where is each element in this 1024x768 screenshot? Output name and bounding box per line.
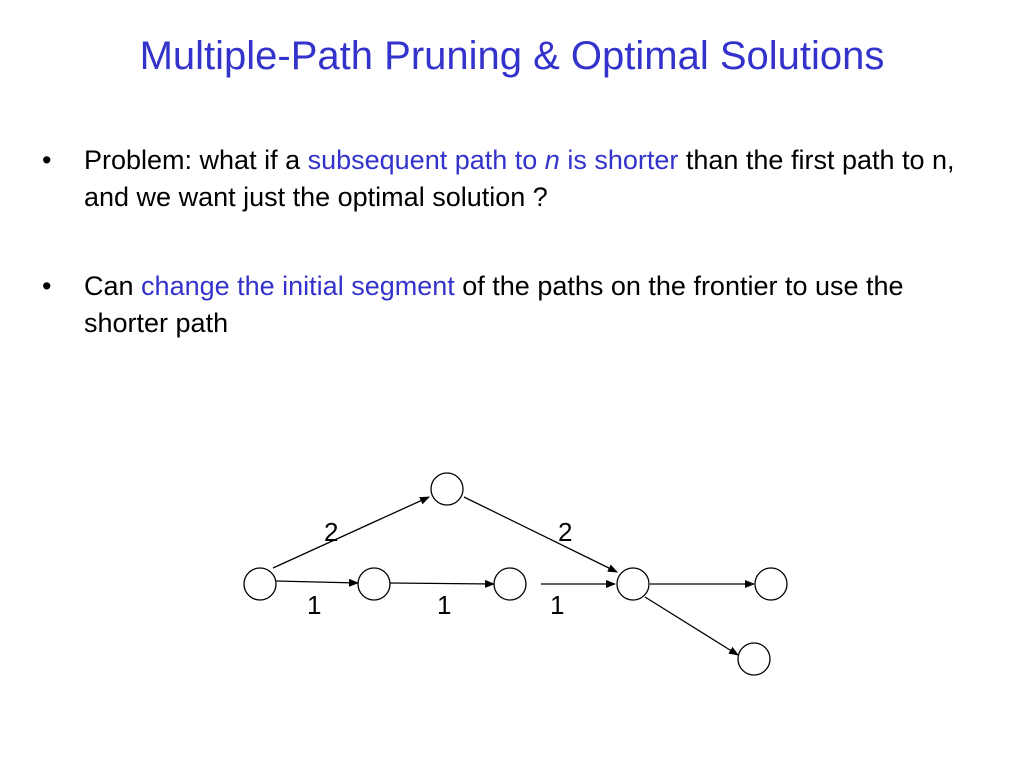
- slide-title: Multiple-Path Pruning & Optimal Solutions: [139, 34, 885, 78]
- edge-label-mid1-mid2: 1: [437, 590, 452, 620]
- edge-start-top: [273, 497, 429, 568]
- node-right: [755, 568, 787, 600]
- bullet-text-highlight: subsequent path to: [307, 145, 545, 175]
- bullet-text-highlight: change the initial segment: [141, 271, 455, 301]
- bullet-marker: •: [42, 271, 52, 301]
- node-n: [617, 568, 649, 600]
- bullet-text-highlight: is shorter: [559, 145, 679, 175]
- edge-label-start-mid1: 1: [307, 590, 322, 620]
- node-mid2: [494, 568, 526, 600]
- edge-label-mid2-n: 1: [550, 590, 565, 620]
- bullet-marker: •: [42, 145, 52, 175]
- bullet-text-plain: than the first path to n, and we want just the optimal solution ?: [84, 145, 955, 212]
- bullet-text-italic-n: n: [544, 145, 560, 175]
- bullet-text-plain: of the paths on the frontier to use the shorter path: [84, 271, 904, 338]
- node-lower-right: [738, 643, 770, 675]
- edge-mid1-mid2: [390, 583, 494, 584]
- edge-n-lower-right: [645, 597, 738, 655]
- edge-label-top-n: 2: [558, 517, 573, 547]
- node-top: [431, 473, 463, 505]
- edge-label-start-top: 2: [324, 517, 339, 547]
- bullet-text-plain: Can: [84, 271, 142, 301]
- edge-top-n: [464, 497, 617, 572]
- node-start: [244, 568, 276, 600]
- bullet-text-plain: Problem: what if a: [84, 145, 308, 175]
- node-mid1: [358, 568, 390, 600]
- edge-start-mid1: [276, 581, 358, 583]
